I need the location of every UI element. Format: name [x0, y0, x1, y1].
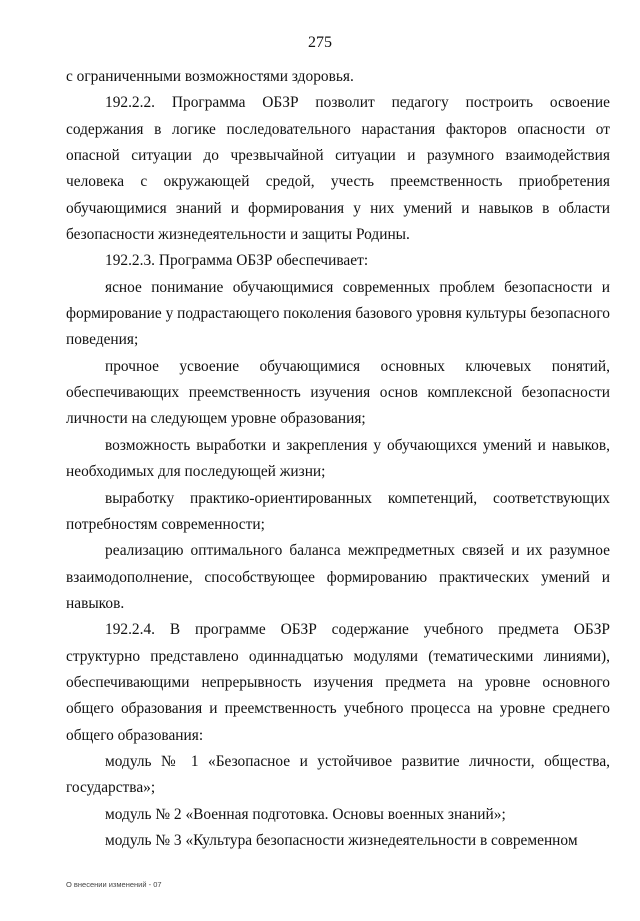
paragraph: возможность выработки и закрепления у обучающихся умений и навыков, необходимых для последующей жизни; [66, 436, 610, 481]
paragraph: реализацию оптимального баланса межпредметных связей и их разумное взаимодополнение, способствующее формированию практических умений и навыков. [66, 542, 610, 612]
paragraph: модуль № 1 «Безопасное и устойчивое развитие личности, общества, государства»; [66, 752, 610, 797]
footer-note: О внесении изменений - 07 [66, 880, 162, 889]
paragraph: 192.2.3. Программа ОБЗР обеспечивает: [105, 252, 369, 270]
paragraph: модуль № 3 «Культура безопасности жизнедеятельности в современном [105, 831, 578, 849]
body-text [66, 64, 610, 854]
paragraph: прочное усвоение обучающимися основных ключевых понятий, обеспечивающих преемственность изучения основ комплексной безопасности личности на следующем уровне образования; [66, 357, 610, 428]
paragraph: модуль № 2 «Военная подготовка. Основы военных знаний»; [105, 805, 506, 823]
paragraph: выработку практико-ориентированных компетенций, соответствующих потребностям современности; [66, 489, 610, 533]
page-number: 275 [308, 34, 332, 51]
paragraph: 192.2.2. Программа ОБЗР позволит педагогу построить освоение содержания в логике последовательного нарастания факторов опасности от опасной ситуации до чрезвычайной ситуации и разумного взаимодействия человека с окружающей средой, учесть преемственность приобретения обучающимися знаний и формирования у них умений и навыков в области безопасности жизнедеятельности и защиты Родины. [66, 94, 610, 244]
paragraph: ясное понимание обучающимися современных проблем безопасности и формирование у подрастающего поколения базового уровня культуры безопасного поведения; [66, 278, 610, 349]
paragraph: с ограниченными возможностями здоровья. [66, 68, 354, 85]
paragraph: 192.2.4. В программе ОБЗР содержание учебного предмета ОБЗР структурно представлено одиннадцатью модулями (тематическими линиями), обеспечивающими непрерывность изучения предмета на уровне основного общего образования и преемственность учебного процесса на уровне среднего общего образования: [66, 621, 610, 744]
